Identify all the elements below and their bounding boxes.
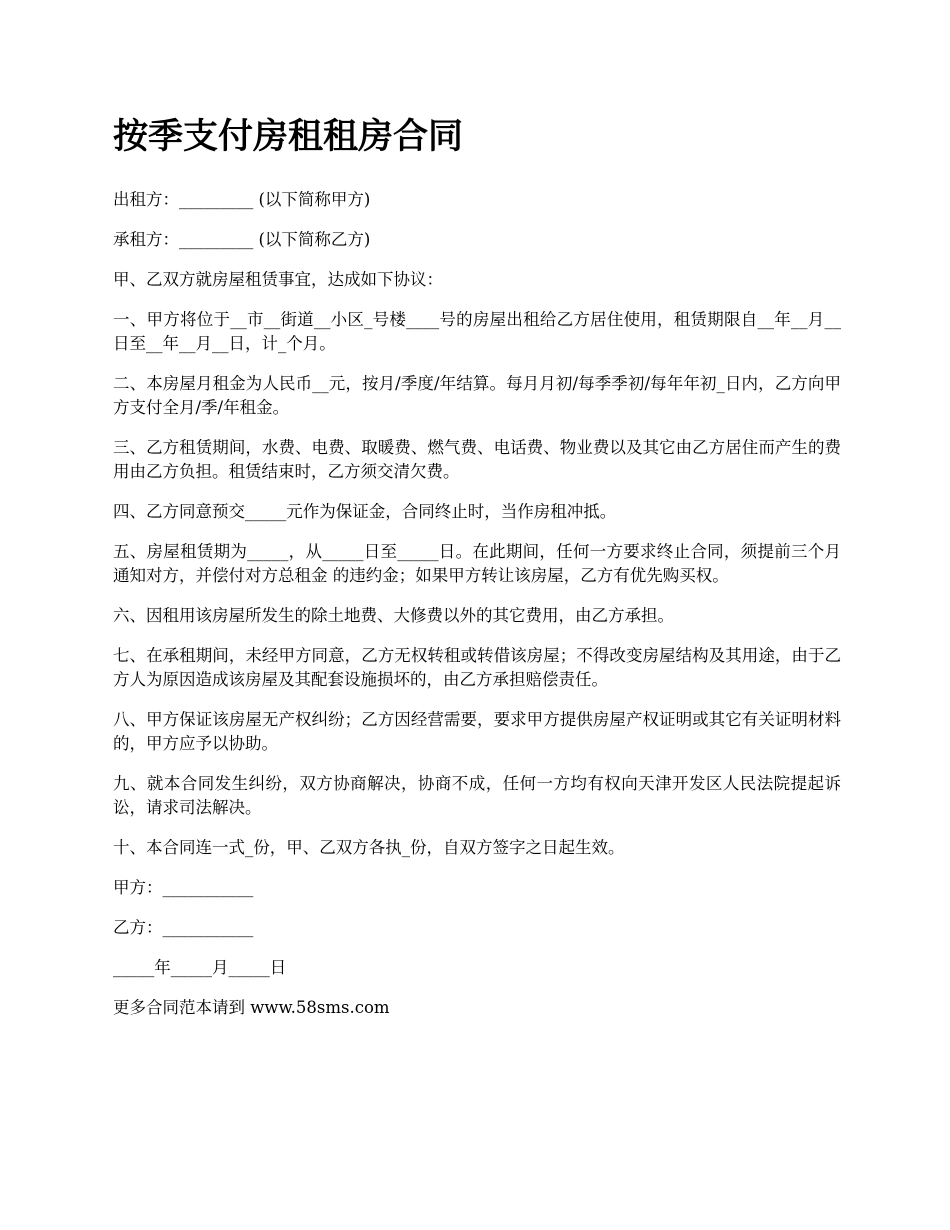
party-b-signature-line: 乙方：___________ (113, 918, 254, 937)
clause-7: 七、在承租期间，未经甲方同意，乙方无权转租或转借该房屋；不得改变房屋结构及其用途，由于乙方人为原因造成该房屋及其配套设施损坏的，由乙方承担赔偿责任。 (113, 646, 841, 689)
lessor-line: 出租方：_________ (以下简称甲方) (113, 190, 371, 209)
agreement-intro: 甲、乙双方就房屋租赁事宜，达成如下协议： (113, 270, 443, 289)
clause-3: 三、乙方租赁期间，水费、电费、取暖费、燃气费、电话费、物业费以及其它由乙方居住而产生的费用由乙方负担。租赁结束时，乙方须交清欠费。 (113, 438, 841, 481)
clause-5: 五、房屋租赁期为_____，从_____日至_____日。在此期间，任何一方要求终止合同，须提前三个月通知对方，并偿付对方总租金 的违约金；如果甲方转让该房屋，乙方有优先购买权。 (113, 542, 841, 585)
clause-4: 四、乙方同意预交_____元作为保证金，合同终止时，当作房租冲抵。 (113, 502, 617, 521)
clause-9: 九、就本合同发生纠纷，双方协商解决，协商不成，任何一方均有权向天津开发区人民法院提起诉讼，请求司法解决。 (113, 774, 841, 817)
document-title: 按季支付房租租房合同 (113, 116, 464, 157)
clause-10: 十、本合同连一式_份，甲、乙双方各执_份，自双方签字之日起生效。 (113, 838, 625, 857)
clause-6: 六、因租用该房屋所发生的除土地费、大修费以外的其它费用，由乙方承担。 (113, 606, 674, 625)
footer-note: 更多合同范本请到 www.58sms.com (113, 998, 390, 1017)
document-page (113, 112, 841, 1036)
clause-2: 二、本房屋月租金为人民币__元，按月/季度/年结算。每月月初/每季季初/每年年初_日内，乙方向甲方支付全月/季/年租金。 (113, 374, 841, 417)
date-line: _____年_____月_____日 (113, 958, 287, 977)
clause-8: 八、甲方保证该房屋无产权纠纷；乙方因经营需要，要求甲方提供房屋产权证明或其它有关证明材料的，甲方应予以协助。 (113, 710, 841, 753)
party-a-signature-line: 甲方：___________ (113, 878, 254, 897)
clause-1: 一、甲方将位于__市__街道__小区_号楼____号的房屋出租给乙方居住使用，租赁期限自__年__月__日至__年__月__日，计_个月。 (113, 310, 841, 353)
lessee-line: 承租方：_________ (以下简称乙方) (113, 230, 371, 249)
